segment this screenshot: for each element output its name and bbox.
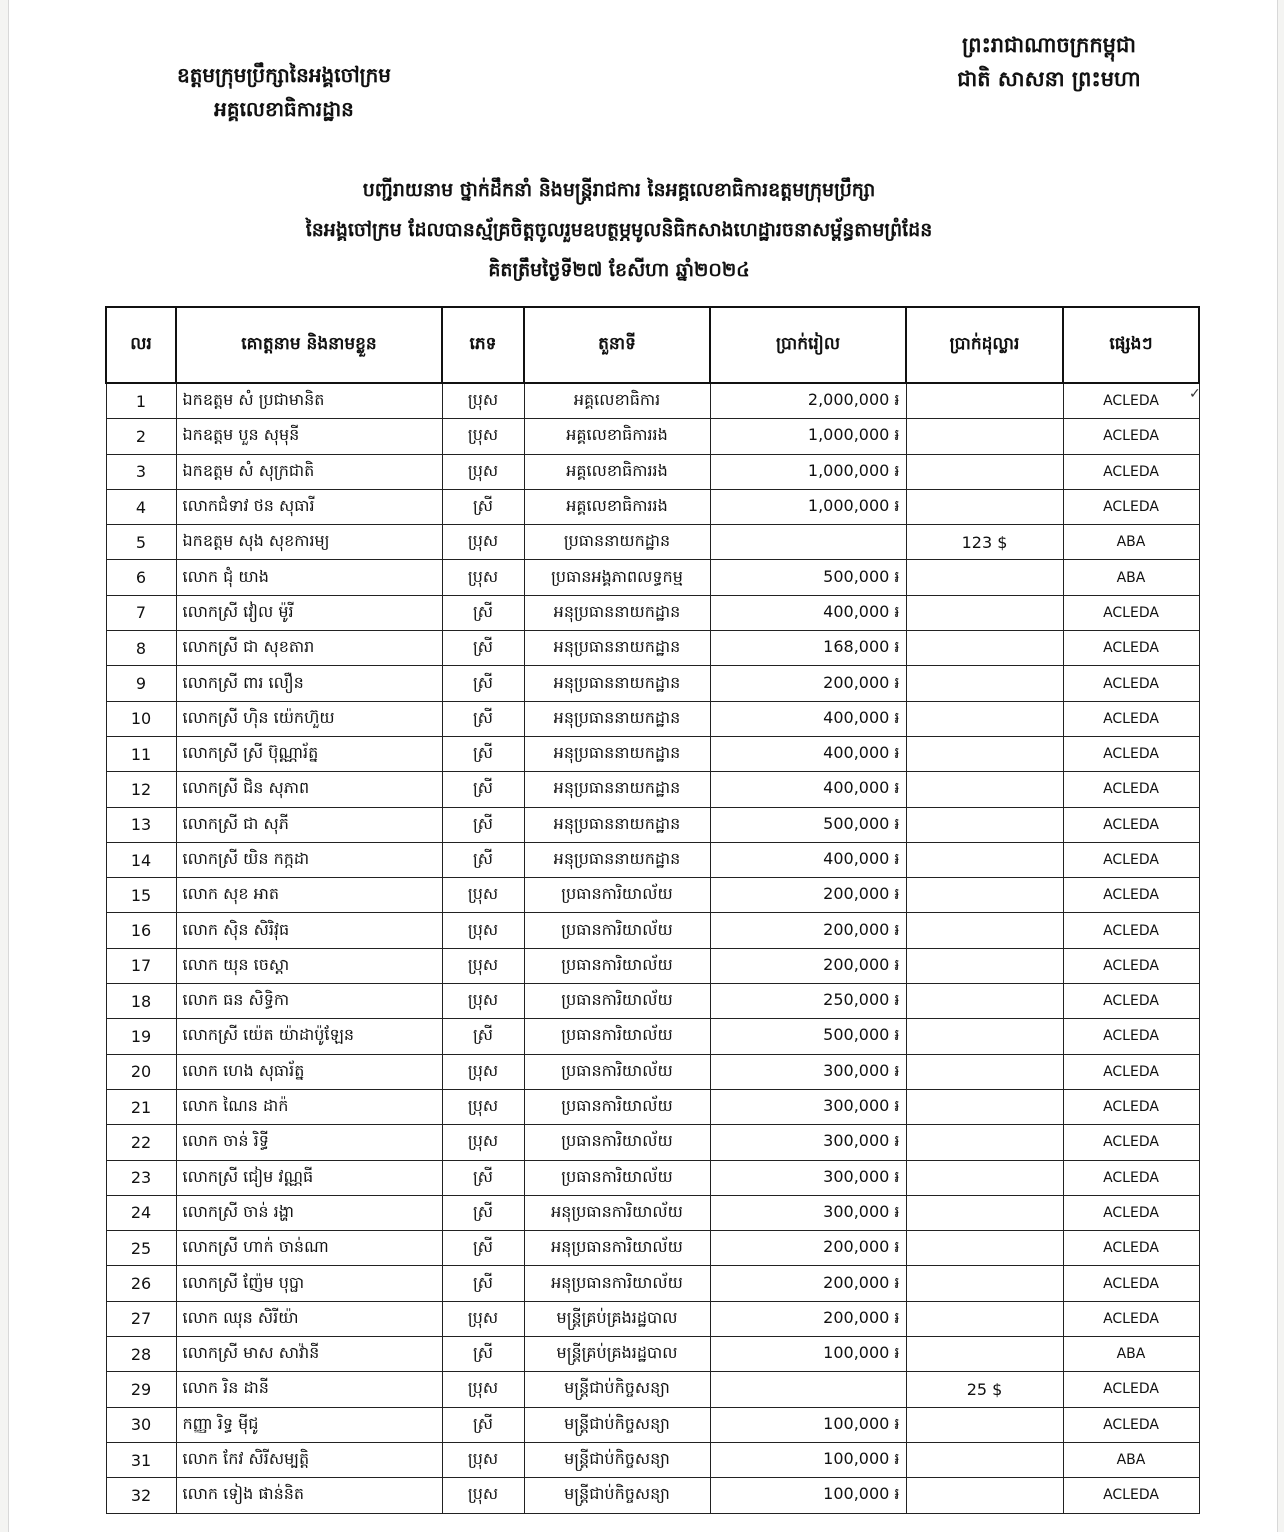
row-bank: ACLEDA [1063,948,1199,983]
row-role: អនុប្រធានការិយាល័យ [524,1231,710,1266]
row-usd-amount [906,1407,1063,1442]
row-sex: ស្រី [442,701,524,736]
row-usd-amount [906,701,1063,736]
row-riel-amount: 200,000 ៛ [710,948,906,983]
row-usd-amount [906,878,1063,913]
row-number: 23 [106,1160,176,1195]
row-riel-amount: 200,000 ៛ [710,666,906,701]
row-sex: ប្រុស [442,1089,524,1124]
row-name: លោកស្រី ចាន់ រង្ហា [176,1195,442,1230]
row-bank: ACLEDA [1063,1301,1199,1336]
table-row [106,1160,1199,1195]
row-number: 2 [106,419,176,454]
row-sex: ស្រី [442,489,524,524]
row-number: 7 [106,595,176,630]
row-riel-amount: 200,000 ៛ [710,913,906,948]
row-name: លោក ជុំ យាង [176,560,442,595]
row-name: លោកស្រី ជា សុខតារា [176,631,442,666]
col-header-usd: ប្រាក់ដុល្លារ [906,307,1063,383]
table-row [106,525,1199,560]
row-role: ប្រធានការិយាល័យ [524,984,710,1019]
row-bank: ACLEDA [1063,383,1199,419]
row-riel-amount: 300,000 ៛ [710,1054,906,1089]
row-role: មន្ត្រីជាប់កិច្ចសន្យា [524,1372,710,1407]
row-riel-amount: 400,000 ៛ [710,842,906,877]
row-usd-amount [906,631,1063,666]
row-sex: ស្រី [442,1231,524,1266]
row-usd-amount [906,489,1063,524]
office-department: អគ្គលេខាធិការដ្ឋាន [214,97,354,121]
table-row [106,631,1199,666]
row-bank: ABA [1063,560,1199,595]
row-name: លោកស្រី មាស សាវ៉ានី [176,1337,442,1372]
row-number: 10 [106,701,176,736]
row-bank: ACLEDA [1063,631,1199,666]
issuing-office [139,58,429,126]
col-header-role: តួនាទី [524,307,710,383]
row-usd-amount [906,984,1063,1019]
row-sex: ប្រុស [442,878,524,913]
row-name: លោក រិន ដានី [176,1372,442,1407]
title-line-2: នៃអង្គចៅក្រម ដែលបានស្ម័គ្រចិត្តចូលរួមឧបត្ថម្ភមូលនិធិកសាងហេដ្ឋារចនាសម្ព័ន្ធតាមព្រំដែន [305,219,933,241]
row-riel-amount [710,525,906,560]
row-number: 13 [106,807,176,842]
row-riel-amount: 1,000,000 ៛ [710,489,906,524]
row-usd-amount [906,842,1063,877]
row-usd-amount [906,807,1063,842]
table-row [106,1266,1199,1301]
table-row [106,1019,1199,1054]
table-row [106,736,1199,771]
row-sex: ប្រុស [442,1125,524,1160]
table-row [106,1089,1199,1124]
row-usd-amount [906,383,1063,419]
row-usd-amount [906,1337,1063,1372]
row-number: 24 [106,1195,176,1230]
table-header [106,307,1199,383]
table-row [106,595,1199,630]
title-line-3: គិតត្រឹមថ្ងៃទី២៧ ខែសីហា ឆ្នាំ២០២៤ [488,259,750,281]
row-number: 15 [106,878,176,913]
row-sex: ប្រុស [442,1301,524,1336]
row-number: 18 [106,984,176,1019]
row-role: មន្ត្រីគ្រប់គ្រងរដ្ឋបាល [524,1337,710,1372]
row-usd-amount [906,1442,1063,1477]
table-row [106,419,1199,454]
row-sex: ប្រុស [442,1478,524,1513]
row-riel-amount: 200,000 ៛ [710,1231,906,1266]
row-role: អនុប្រធាននាយកដ្ឋាន [524,701,710,736]
row-role: អនុប្រធានការិយាល័យ [524,1266,710,1301]
motto-line: ជាតិ សាសនា ព្រះមហា [957,67,1141,91]
row-number: 28 [106,1337,176,1372]
row-name: លោក កែវ សិរីសម្បត្តិ [176,1442,442,1477]
row-role: អគ្គលេខាធិការរង [524,489,710,524]
row-riel-amount: 500,000 ៛ [710,807,906,842]
row-name: លោក ចាន់ រិទ្ធី [176,1125,442,1160]
row-sex: ប្រុស [442,1054,524,1089]
row-bank: ACLEDA [1063,878,1199,913]
table-row [106,1125,1199,1160]
row-riel-amount [710,1372,906,1407]
table-row [106,1442,1199,1477]
table-row [106,560,1199,595]
row-name: លោក ស៊ិន សិរិវុធ [176,913,442,948]
row-bank: ABA [1063,525,1199,560]
row-riel-amount: 200,000 ៛ [710,1266,906,1301]
row-role: មន្ត្រីជាប់កិច្ចសន្យា [524,1407,710,1442]
row-bank: ACLEDA [1063,772,1199,807]
row-number: 14 [106,842,176,877]
col-header-riel: ប្រាក់រៀល [710,307,906,383]
row-usd-amount [906,1478,1063,1513]
row-number: 29 [106,1372,176,1407]
row-usd-amount [906,1054,1063,1089]
row-riel-amount: 1,000,000 ៛ [710,419,906,454]
row-number: 6 [106,560,176,595]
table-row [106,1478,1199,1513]
row-role: អនុប្រធានការិយាល័យ [524,1195,710,1230]
table-row [106,383,1199,419]
row-sex: ប្រុស [442,984,524,1019]
table-row [106,984,1199,1019]
row-role: អនុប្រធាននាយកដ្ឋាន [524,772,710,807]
row-sex: ស្រី [442,666,524,701]
row-bank: ACLEDA [1063,666,1199,701]
table-row [106,1231,1199,1266]
row-name: លោក សុខ អាត [176,878,442,913]
row-number: 12 [106,772,176,807]
row-usd-amount [906,1160,1063,1195]
row-riel-amount: 168,000 ៛ [710,631,906,666]
row-usd-amount [906,419,1063,454]
row-name: លោកស្រី យិន កក្កដា [176,842,442,877]
document-page [8,0,1278,1532]
row-role: អនុប្រធាននាយកដ្ឋាន [524,842,710,877]
row-usd-amount [906,913,1063,948]
row-riel-amount: 100,000 ៛ [710,1478,906,1513]
row-name: លោកស្រី ជៀម វណ្ណធី [176,1160,442,1195]
table-row [106,948,1199,983]
row-riel-amount: 300,000 ៛ [710,1089,906,1124]
row-role: ប្រធាននាយកដ្ឋាន [524,525,710,560]
row-bank: ACLEDA [1063,1266,1199,1301]
row-role: អនុប្រធាននាយកដ្ឋាន [524,736,710,771]
row-number: 1 [106,383,176,419]
row-sex: ប្រុស [442,1372,524,1407]
row-sex: ស្រី [442,736,524,771]
row-sex: ស្រី [442,631,524,666]
row-name: លោកស្រី ជិន សុភាព [176,772,442,807]
row-bank: ACLEDA [1063,984,1199,1019]
table-row [106,666,1199,701]
table-row [106,807,1199,842]
document-title [129,170,1109,290]
table-row [106,842,1199,877]
row-usd-amount [906,1231,1063,1266]
kingdom-name: ព្រះរាជាណាចក្រកម្ពុជា [961,33,1136,57]
row-name: លោកស្រី ពារ លឿន [176,666,442,701]
row-role: អនុប្រធាននាយកដ្ឋាន [524,595,710,630]
col-header-name: គោត្តនាម និងនាមខ្លួន [176,307,442,383]
row-role: ប្រធានការិយាល័យ [524,1160,710,1195]
row-number: 16 [106,913,176,948]
row-bank: ACLEDA [1063,1372,1199,1407]
row-sex: ស្រី [442,1337,524,1372]
row-name: លោក ហេង សុធារ័ត្ន [176,1054,442,1089]
row-name: លោកស្រី យ៉េត យ៉ាដាប៉ូឡែន [176,1019,442,1054]
row-riel-amount: 400,000 ៛ [710,701,906,736]
row-role: មន្ត្រីជាប់កិច្ចសន្យា [524,1478,710,1513]
row-name: លោក យុន ចេស្តា [176,948,442,983]
row-bank: ACLEDA [1063,1019,1199,1054]
row-bank: ACLEDA [1063,454,1199,489]
row-sex: ស្រី [442,1019,524,1054]
row-sex: ប្រុស [442,560,524,595]
row-number: 17 [106,948,176,983]
row-sex: ស្រី [442,1407,524,1442]
row-name: លោកស្រី ហ៊ិន យ៉េកហ៊ួយ [176,701,442,736]
row-role: អគ្គលេខាធិការរង [524,419,710,454]
row-riel-amount: 400,000 ៛ [710,772,906,807]
row-name: លោកស្រី វៀល ម៉ូរី [176,595,442,630]
row-role: ប្រធានការិយាល័យ [524,1054,710,1089]
row-number: 30 [106,1407,176,1442]
row-number: 31 [106,1442,176,1477]
row-role: មន្ត្រីគ្រប់គ្រងរដ្ឋបាល [524,1301,710,1336]
row-bank: ACLEDA [1063,1160,1199,1195]
row-riel-amount: 1,000,000 ៛ [710,454,906,489]
row-sex: ប្រុស [442,419,524,454]
row-role: ប្រធានការិយាល័យ [524,913,710,948]
row-name: ឯកឧត្តម សុង សុខការម្យ [176,525,442,560]
row-role: ប្រធានការិយាល័យ [524,878,710,913]
row-usd-amount [906,666,1063,701]
table-row [106,1195,1199,1230]
row-usd-amount [906,1301,1063,1336]
row-riel-amount: 100,000 ៛ [710,1407,906,1442]
row-number: 20 [106,1054,176,1089]
stray-mark: ✓ [1189,386,1201,402]
row-sex: ប្រុស [442,1442,524,1477]
row-sex: ប្រុស [442,525,524,560]
table-row [106,701,1199,736]
row-sex: ស្រី [442,1160,524,1195]
row-sex: ប្រុស [442,383,524,419]
row-name: កញ្ញា រិទ្ធ ម៉ីជូ [176,1407,442,1442]
row-number: 21 [106,1089,176,1124]
row-riel-amount: 100,000 ៛ [710,1337,906,1372]
row-number: 3 [106,454,176,489]
row-number: 32 [106,1478,176,1513]
row-number: 4 [106,489,176,524]
row-bank: ACLEDA [1063,1407,1199,1442]
row-riel-amount: 200,000 ៛ [710,1301,906,1336]
row-riel-amount: 200,000 ៛ [710,878,906,913]
row-name: លោកជំទាវ ថន សុធារី [176,489,442,524]
row-name: លោកស្រី ញ៉ែម បុប្ផា [176,1266,442,1301]
row-sex: ស្រី [442,842,524,877]
row-usd-amount [906,454,1063,489]
table-body [106,383,1199,1513]
row-bank: ACLEDA [1063,1089,1199,1124]
row-number: 9 [106,666,176,701]
row-bank: ACLEDA [1063,489,1199,524]
row-role: ប្រធានការិយាល័យ [524,1125,710,1160]
row-name: លោកស្រី ស្រី ប៊ុណ្ណារ័ត្ន [176,736,442,771]
row-bank: ACLEDA [1063,595,1199,630]
row-riel-amount: 500,000 ៛ [710,560,906,595]
row-usd-amount [906,948,1063,983]
row-name: ឯកឧត្តម សំ ប្រជាមានិត [176,383,442,419]
row-sex: ប្រុស [442,913,524,948]
contribution-table [105,306,1200,1514]
row-riel-amount: 300,000 ៛ [710,1125,906,1160]
row-number: 8 [106,631,176,666]
row-sex: ស្រី [442,1195,524,1230]
row-sex: ប្រុស [442,948,524,983]
row-usd-amount [906,595,1063,630]
row-bank: ACLEDA [1063,736,1199,771]
row-bank: ACLEDA [1063,1478,1199,1513]
row-usd-amount [906,1019,1063,1054]
row-sex: ស្រី [442,772,524,807]
row-role: ប្រធានការិយាល័យ [524,1019,710,1054]
row-sex: ប្រុស [442,454,524,489]
row-riel-amount: 250,000 ៛ [710,984,906,1019]
row-bank: ACLEDA [1063,1231,1199,1266]
table-row [106,1337,1199,1372]
row-role: ប្រធានការិយាល័យ [524,1089,710,1124]
national-motto [914,28,1184,96]
row-number: 19 [106,1019,176,1054]
row-riel-amount: 300,000 ៛ [710,1195,906,1230]
title-line-1: បញ្ជីរាយនាម ថ្នាក់ដឹកនាំ និងមន្ត្រីរាជការ នៃអគ្គលេខាធិការឧត្តមក្រុមប្រឹក្សា [362,179,876,201]
table-row [106,1372,1199,1407]
table-row [106,772,1199,807]
row-usd-amount [906,1266,1063,1301]
col-header-sex: ភេទ [442,307,524,383]
row-number: 5 [106,525,176,560]
row-sex: ស្រី [442,1266,524,1301]
row-bank: ACLEDA [1063,1195,1199,1230]
row-riel-amount: 300,000 ៛ [710,1160,906,1195]
row-name: លោកស្រី ជា សុភី [176,807,442,842]
row-name: លោក ឈុន សិរីយ៉ា [176,1301,442,1336]
row-role: អនុប្រធាននាយកដ្ឋាន [524,807,710,842]
row-sex: ស្រី [442,595,524,630]
row-name: លោក ធន សិទ្ធិកា [176,984,442,1019]
table-row [106,489,1199,524]
row-usd-amount: 123 $ [906,525,1063,560]
row-bank: ABA [1063,1442,1199,1477]
row-usd-amount [906,1195,1063,1230]
row-usd-amount: 25 $ [906,1372,1063,1407]
row-riel-amount: 500,000 ៛ [710,1019,906,1054]
table-row [106,1054,1199,1089]
row-name: លោកស្រី ហាក់ ចាន់ណា [176,1231,442,1266]
table-row [106,1407,1199,1442]
row-usd-amount [906,1125,1063,1160]
row-name: ឯកឧត្តម បួន សុមុនី [176,419,442,454]
col-header-other: ផ្សេងៗ [1063,307,1199,383]
row-riel-amount: 2,000,000 ៛ [710,383,906,419]
row-name: លោក ណៃន ដាក៉ [176,1089,442,1124]
row-role: អគ្គលេខាធិការ [524,383,710,419]
row-bank: ACLEDA [1063,913,1199,948]
row-bank: ACLEDA [1063,419,1199,454]
row-number: 27 [106,1301,176,1336]
row-riel-amount: 400,000 ៛ [710,595,906,630]
row-name: ឯកឧត្តម សំ សុក្រជាតិ [176,454,442,489]
row-role: មន្ត្រីជាប់កិច្ចសន្យា [524,1442,710,1477]
row-number: 11 [106,736,176,771]
row-usd-amount [906,736,1063,771]
row-bank: ACLEDA [1063,701,1199,736]
row-usd-amount [906,1089,1063,1124]
row-bank: ACLEDA [1063,807,1199,842]
row-number: 22 [106,1125,176,1160]
office-name: ឧត្តមក្រុមប្រឹក្សានៃអង្គចៅក្រម [177,63,391,87]
row-riel-amount: 100,000 ៛ [710,1442,906,1477]
row-role: អគ្គលេខាធិការរង [524,454,710,489]
row-role: អនុប្រធាននាយកដ្ឋាន [524,666,710,701]
row-usd-amount [906,772,1063,807]
row-role: អនុប្រធាននាយកដ្ឋាន [524,631,710,666]
table-row [106,454,1199,489]
table-row [106,1301,1199,1336]
row-number: 25 [106,1231,176,1266]
row-bank: ABA [1063,1337,1199,1372]
row-bank: ACLEDA [1063,842,1199,877]
row-sex: ស្រី [442,807,524,842]
row-role: ប្រធានអង្គភាពលទ្ធកម្ម [524,560,710,595]
row-usd-amount [906,560,1063,595]
row-riel-amount: 400,000 ៛ [710,736,906,771]
col-header-no: លរ [106,307,176,383]
table-row [106,913,1199,948]
row-number: 26 [106,1266,176,1301]
row-name: លោក ទៀង ផាន់និត [176,1478,442,1513]
row-role: ប្រធានការិយាល័យ [524,948,710,983]
row-bank: ACLEDA [1063,1125,1199,1160]
row-bank: ACLEDA [1063,1054,1199,1089]
table-row [106,878,1199,913]
